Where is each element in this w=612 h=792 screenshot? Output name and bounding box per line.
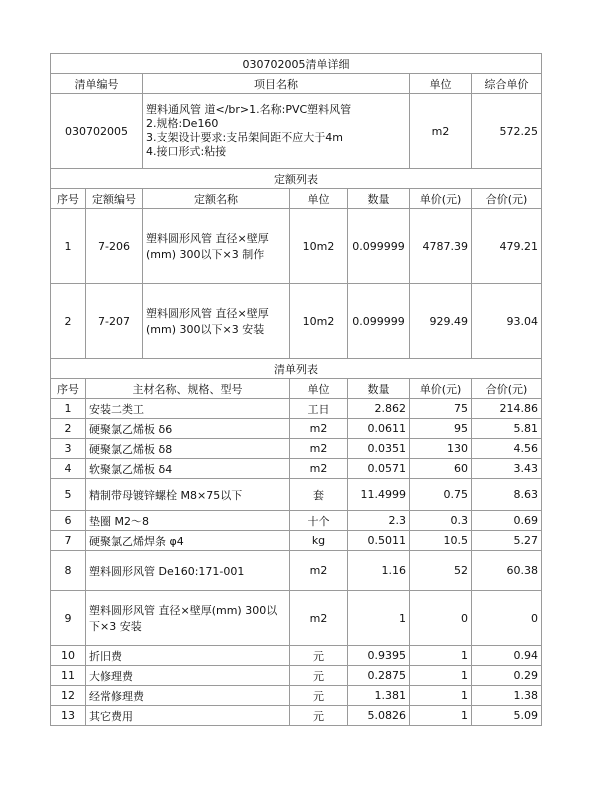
material-no: 2 xyxy=(51,419,86,439)
item-desc-line: 3.支架设计要求:支吊架间距不应大于4m xyxy=(146,131,343,144)
material-total: 3.43 xyxy=(472,459,542,479)
material-no: 6 xyxy=(51,511,86,531)
materials-header-qty: 数量 xyxy=(348,379,410,399)
material-total: 0.29 xyxy=(472,666,542,686)
material-row xyxy=(51,531,542,551)
quota-header-qty: 数量 xyxy=(348,189,410,209)
material-total: 5.81 xyxy=(472,419,542,439)
material-price: 0.75 xyxy=(410,479,472,511)
material-name: 硬聚氯乙烯板 δ6 xyxy=(86,419,290,439)
material-price: 10.5 xyxy=(410,531,472,551)
material-qty: 0.0351 xyxy=(348,439,410,459)
material-name: 安装二类工 xyxy=(86,399,290,419)
material-unit: kg xyxy=(290,531,348,551)
material-no: 5 xyxy=(51,479,86,511)
material-qty: 0.5011 xyxy=(348,531,410,551)
material-no: 7 xyxy=(51,531,86,551)
quota-header-unit: 单位 xyxy=(290,189,348,209)
materials-section-row xyxy=(51,359,542,379)
material-name: 塑料圆形风管 直径×壁厚(mm) 300以下×3 安装 xyxy=(86,591,290,646)
material-row xyxy=(51,399,542,419)
material-unit: 工日 xyxy=(290,399,348,419)
quota-header-code: 定额编号 xyxy=(86,189,143,209)
material-price: 1 xyxy=(410,646,472,666)
item-desc-line: 2.规格:De160 xyxy=(146,117,219,130)
item-price: 572.25 xyxy=(472,94,542,169)
material-unit: 十个 xyxy=(290,511,348,531)
item-row xyxy=(51,94,542,169)
materials-section-title: 清单列表 xyxy=(51,359,542,379)
quota-header-row xyxy=(51,189,542,209)
materials-header-name: 主材名称、规格、型号 xyxy=(86,379,290,399)
material-price: 75 xyxy=(410,399,472,419)
quota-header-name: 定额名称 xyxy=(143,189,290,209)
quota-section-row xyxy=(51,169,542,189)
quota-no: 1 xyxy=(51,209,86,284)
material-name: 塑料圆形风管 De160:171-001 xyxy=(86,551,290,591)
material-row xyxy=(51,591,542,646)
quota-row xyxy=(51,284,542,359)
materials-header-unit: 单位 xyxy=(290,379,348,399)
material-no: 4 xyxy=(51,459,86,479)
quota-code: 7-207 xyxy=(86,284,143,359)
material-price: 130 xyxy=(410,439,472,459)
material-unit: 元 xyxy=(290,666,348,686)
quota-section-title: 定额列表 xyxy=(51,169,542,189)
material-unit: 元 xyxy=(290,686,348,706)
material-price: 52 xyxy=(410,551,472,591)
quota-no: 2 xyxy=(51,284,86,359)
material-price: 60 xyxy=(410,459,472,479)
quota-header-price: 单价(元) xyxy=(410,189,472,209)
material-name: 大修理费 xyxy=(86,666,290,686)
material-name: 精制带母镀锌螺栓 M8×75以下 xyxy=(86,479,290,511)
material-row xyxy=(51,686,542,706)
material-row xyxy=(51,459,542,479)
material-total: 60.38 xyxy=(472,551,542,591)
quota-header-total: 合价(元) xyxy=(472,189,542,209)
material-price: 0.3 xyxy=(410,511,472,531)
material-unit: 元 xyxy=(290,646,348,666)
material-total: 5.09 xyxy=(472,706,542,726)
quota-price: 4787.39 xyxy=(410,209,472,284)
materials-header-row xyxy=(51,379,542,399)
material-no: 13 xyxy=(51,706,86,726)
material-unit: m2 xyxy=(290,551,348,591)
material-no: 8 xyxy=(51,551,86,591)
quota-row xyxy=(51,209,542,284)
material-name: 软聚氯乙烯板 δ4 xyxy=(86,459,290,479)
quota-total: 479.21 xyxy=(472,209,542,284)
material-row xyxy=(51,439,542,459)
material-name: 硬聚氯乙烯焊条 φ4 xyxy=(86,531,290,551)
material-qty: 1 xyxy=(348,591,410,646)
material-no: 3 xyxy=(51,439,86,459)
material-qty: 5.0826 xyxy=(348,706,410,726)
material-qty: 1.381 xyxy=(348,686,410,706)
material-row xyxy=(51,511,542,531)
material-unit: 套 xyxy=(290,479,348,511)
material-unit: 元 xyxy=(290,706,348,726)
material-price: 1 xyxy=(410,706,472,726)
material-no: 9 xyxy=(51,591,86,646)
quota-qty: 0.099999 xyxy=(348,284,410,359)
code-header: 清单编号 xyxy=(51,74,143,94)
title-row xyxy=(51,54,542,74)
unit-header: 单位 xyxy=(410,74,472,94)
material-name: 折旧费 xyxy=(86,646,290,666)
material-qty: 0.9395 xyxy=(348,646,410,666)
material-unit: m2 xyxy=(290,459,348,479)
material-total: 8.63 xyxy=(472,479,542,511)
material-name: 硬聚氯乙烯板 δ8 xyxy=(86,439,290,459)
quota-price: 929.49 xyxy=(410,284,472,359)
material-total: 0 xyxy=(472,591,542,646)
price-header: 综合单价 xyxy=(472,74,542,94)
material-price: 0 xyxy=(410,591,472,646)
material-price: 1 xyxy=(410,666,472,686)
materials-header-price: 单价(元) xyxy=(410,379,472,399)
material-name: 经常修理费 xyxy=(86,686,290,706)
quota-total: 93.04 xyxy=(472,284,542,359)
quota-unit: 10m2 xyxy=(290,284,348,359)
material-no: 1 xyxy=(51,399,86,419)
material-no: 10 xyxy=(51,646,86,666)
material-price: 95 xyxy=(410,419,472,439)
quota-unit: 10m2 xyxy=(290,209,348,284)
material-row xyxy=(51,479,542,511)
material-row xyxy=(51,706,542,726)
quota-qty: 0.099999 xyxy=(348,209,410,284)
material-name: 垫圈 M2～8 xyxy=(86,511,290,531)
item-desc-line: 塑料通风管 道</br>1.名称:PVC塑料风管 xyxy=(146,103,352,116)
table-title: 030702005清单详细 xyxy=(51,54,542,74)
item-unit: m2 xyxy=(410,94,472,169)
material-total: 0.69 xyxy=(472,511,542,531)
quota-code: 7-206 xyxy=(86,209,143,284)
material-qty: 1.16 xyxy=(348,551,410,591)
name-header: 项目名称 xyxy=(143,74,410,94)
material-row xyxy=(51,551,542,591)
material-row xyxy=(51,666,542,686)
quota-name: 塑料圆形风管 直径×壁厚(mm) 300以下×3 安装 xyxy=(143,284,290,359)
material-row xyxy=(51,646,542,666)
quota-header-no: 序号 xyxy=(51,189,86,209)
material-row xyxy=(51,419,542,439)
material-unit: m2 xyxy=(290,591,348,646)
header-row xyxy=(51,74,542,94)
material-price: 1 xyxy=(410,686,472,706)
material-total: 1.38 xyxy=(472,686,542,706)
material-unit: m2 xyxy=(290,419,348,439)
material-qty: 0.0571 xyxy=(348,459,410,479)
bill-detail-table xyxy=(50,53,542,726)
material-total: 4.56 xyxy=(472,439,542,459)
material-no: 11 xyxy=(51,666,86,686)
item-desc-line: 4.接口形式:粘接 xyxy=(146,145,227,158)
item-description xyxy=(143,94,410,169)
materials-body xyxy=(51,399,542,726)
material-total: 0.94 xyxy=(472,646,542,666)
material-no: 12 xyxy=(51,686,86,706)
materials-header-no: 序号 xyxy=(51,379,86,399)
materials-header-total: 合价(元) xyxy=(472,379,542,399)
quota-name: 塑料圆形风管 直径×壁厚(mm) 300以下×3 制作 xyxy=(143,209,290,284)
material-name: 其它费用 xyxy=(86,706,290,726)
material-qty: 2.3 xyxy=(348,511,410,531)
material-qty: 0.2875 xyxy=(348,666,410,686)
material-qty: 11.4999 xyxy=(348,479,410,511)
item-code: 030702005 xyxy=(51,94,143,169)
material-qty: 0.0611 xyxy=(348,419,410,439)
material-total: 5.27 xyxy=(472,531,542,551)
material-total: 214.86 xyxy=(472,399,542,419)
material-qty: 2.862 xyxy=(348,399,410,419)
material-unit: m2 xyxy=(290,439,348,459)
